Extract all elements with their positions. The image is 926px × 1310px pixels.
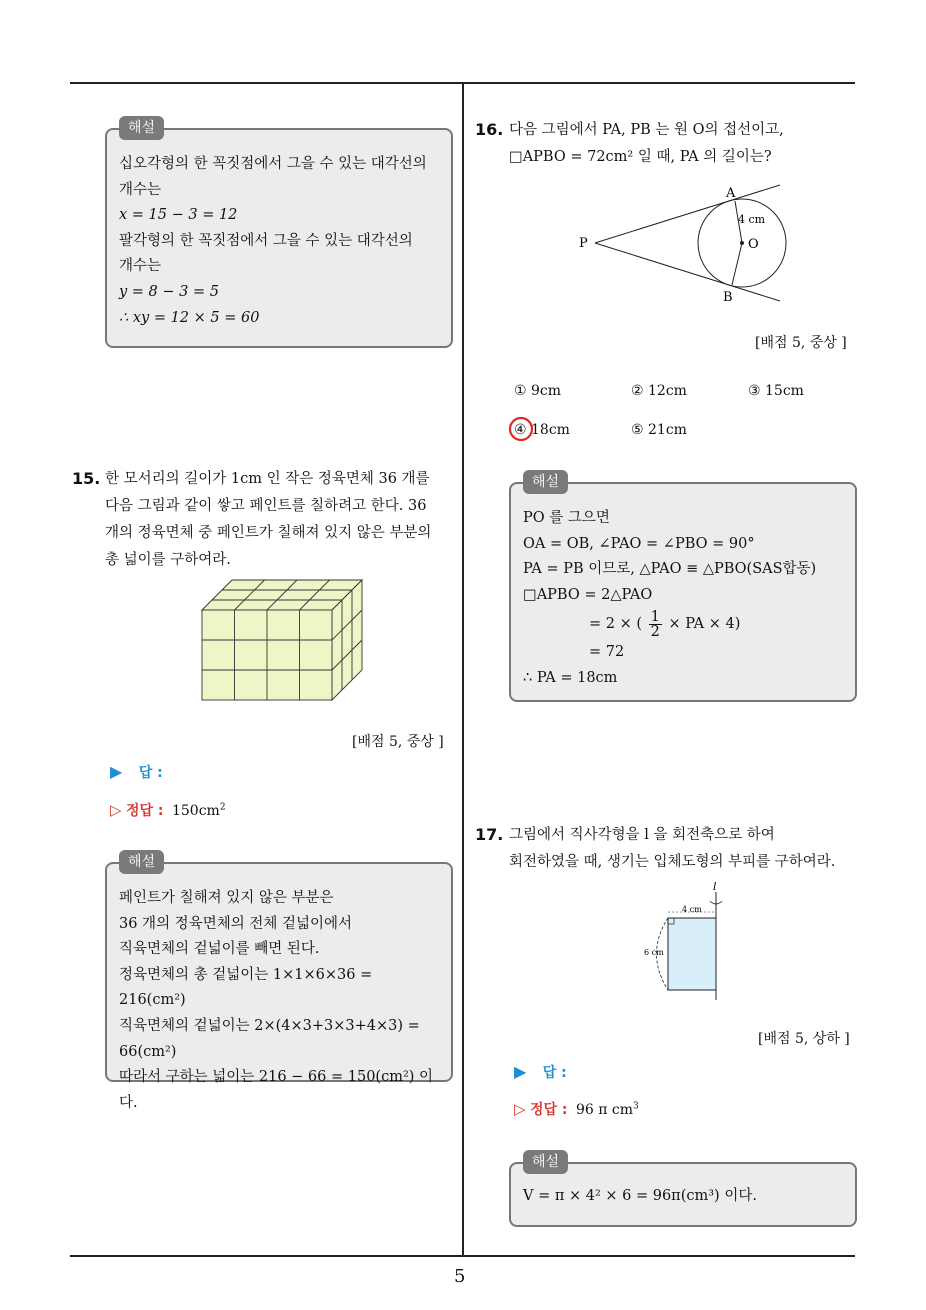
solution-line: 직육면체의 겉넓이는 2×(4×3+3×3+4×3) = xyxy=(119,1017,420,1034)
question-line: 다음 그림과 같이 쌓고 페인트를 칠하려고 한다. 36 xyxy=(105,498,427,514)
cube-stack-figure xyxy=(195,575,365,710)
question-text-17 xyxy=(509,822,859,876)
solution-line: ∴ PA = 18cm xyxy=(523,669,618,686)
solution-line: 정육면체의 총 겉넓이는 1×1×6×36 = 216(cm²) xyxy=(119,966,373,1009)
correct-label: 정답 : xyxy=(126,803,164,819)
solution-line: 개수는 xyxy=(119,258,162,275)
label-height: 6 cm xyxy=(644,948,664,957)
column-divider xyxy=(462,84,464,1256)
question-line: 회전하였을 때, 생기는 입체도형의 부피를 구하여라. xyxy=(509,854,836,870)
solution-line: 따라서 구하는 넓이는 216 − 66 = 150(cm²) 이다. xyxy=(119,1069,434,1111)
solution-line: V = π × 4² × 6 = 96π(cm³) 이다. xyxy=(523,1188,757,1204)
fraction-half: $\frac{1}{2}$ xyxy=(650,608,660,640)
solution-line: 개수는 xyxy=(119,181,162,198)
question-line: □APBO = 72cm² 일 때, PA 의 길이는? xyxy=(509,149,772,165)
question-line: 한 모서리의 길이가 1cm 인 작은 정육면체 36 개를 xyxy=(105,471,430,487)
solution-box-15 xyxy=(105,854,453,1111)
question-meta-15: [배점 5, 중상 ] xyxy=(352,734,444,750)
solution-line: OA = OB, ∠PAO = ∠PBO = 90° xyxy=(523,535,755,552)
choice-3[interactable]: ③ 15cm xyxy=(748,383,804,399)
label-axis: l xyxy=(713,882,717,893)
play-arrow-icon: ▶ xyxy=(514,1062,527,1081)
correct-value: 96 π $cm^3$ xyxy=(575,1101,639,1118)
question-number-16: 16. xyxy=(475,120,504,139)
choice-2[interactable]: ② 12cm xyxy=(631,383,687,399)
question-line: 다음 그림에서 PA, PB 는 원 O의 접선이고, xyxy=(509,122,784,138)
question-line: 개의 정육면체 중 페인트가 칠해져 있지 않은 부분의 xyxy=(105,525,432,541)
choice-4[interactable]: ④ 18cm xyxy=(514,422,570,438)
question-line: 총 넓이를 구하여라. xyxy=(105,552,231,568)
answer-row-15 xyxy=(110,762,163,782)
correct-answer-row-17 xyxy=(514,1099,639,1119)
question-meta-17: [배점 5, 상하 ] xyxy=(758,1031,850,1047)
solution-line: 십오각형의 한 꼭짓점에서 그을 수 있는 대각선의 xyxy=(119,156,427,172)
solution-tag: 해설 xyxy=(119,116,164,140)
solution-line: 36 개의 정육면체의 전체 겉넓이에서 xyxy=(119,915,352,932)
question-text-16 xyxy=(509,117,859,171)
solution-box-16 xyxy=(509,474,857,702)
outline-arrow-icon: ▷ xyxy=(514,1100,526,1118)
question-line: 그림에서 직사각형을 l 을 회전축으로 하여 xyxy=(509,827,775,843)
label-o: O xyxy=(748,237,759,252)
page-number: 5 xyxy=(454,1266,466,1287)
outline-arrow-icon: ▷ xyxy=(110,801,122,819)
correct-value: $150cm^2$ xyxy=(171,802,226,819)
solution-tag: 해설 xyxy=(119,850,164,874)
question-text-15 xyxy=(105,466,455,574)
choice-1[interactable]: ① 9cm xyxy=(514,383,562,399)
question-number-17: 17. xyxy=(475,825,504,844)
solution-tag: 해설 xyxy=(523,470,568,494)
choice-5[interactable]: ⑤ 21cm xyxy=(631,422,687,438)
answer-row-17 xyxy=(514,1062,567,1082)
question-meta-16: [배점 5, 중상 ] xyxy=(755,335,847,351)
play-arrow-icon: ▶ xyxy=(110,762,123,781)
solution-line: PA = PB 이므로, △PAO ≡ △PBO(SAS합동) xyxy=(523,561,817,578)
label-width: 4 cm xyxy=(682,905,702,914)
solution-line: x = 15 − 3 = 12 xyxy=(119,207,238,224)
solution-line: PO 를 그으면 xyxy=(523,510,610,526)
solution-line: = 72 xyxy=(589,644,625,661)
solution-line: y = 8 − 3 = 5 xyxy=(119,283,219,300)
label-p: P xyxy=(579,236,588,251)
label-a: A xyxy=(726,186,736,201)
solution-line: 직육면체의 겉넓이를 빼면 된다. xyxy=(119,941,320,958)
label-radius: 4 cm xyxy=(738,213,766,226)
solution-line: ∴ xy = 12 × 5 = 60 xyxy=(119,309,260,326)
solution-box-14 xyxy=(105,120,453,348)
answer-label: 답 : xyxy=(138,765,163,781)
tangent-circle-figure xyxy=(575,180,795,305)
solution-line: 66(cm²) xyxy=(119,1043,177,1060)
solution-tag: 해설 xyxy=(523,1150,568,1174)
solution-line: □APBO = 2△PAO xyxy=(523,586,653,603)
radius-ob xyxy=(732,243,742,285)
label-b: B xyxy=(723,290,733,305)
answer-label: 답 : xyxy=(542,1065,567,1081)
solution-line: 페인트가 칠해져 있지 않은 부분은 xyxy=(119,890,334,906)
correct-label: 정답 : xyxy=(530,1102,568,1118)
solution-line: 팔각형의 한 꼭짓점에서 그을 수 있는 대각선의 xyxy=(119,232,413,249)
bottom-rule xyxy=(70,1255,855,1257)
correct-answer-row-15 xyxy=(110,800,226,820)
question-number-15: 15. xyxy=(72,469,101,488)
correct-choice-circle-icon xyxy=(506,414,536,444)
solution-line: = 2 × ( $\frac{1}{2}$ × PA × 4) xyxy=(589,608,741,640)
solution-box-17 xyxy=(509,1154,857,1227)
rotation-rectangle-figure xyxy=(640,882,740,1002)
center-point xyxy=(740,241,744,245)
rectangle xyxy=(668,918,716,990)
